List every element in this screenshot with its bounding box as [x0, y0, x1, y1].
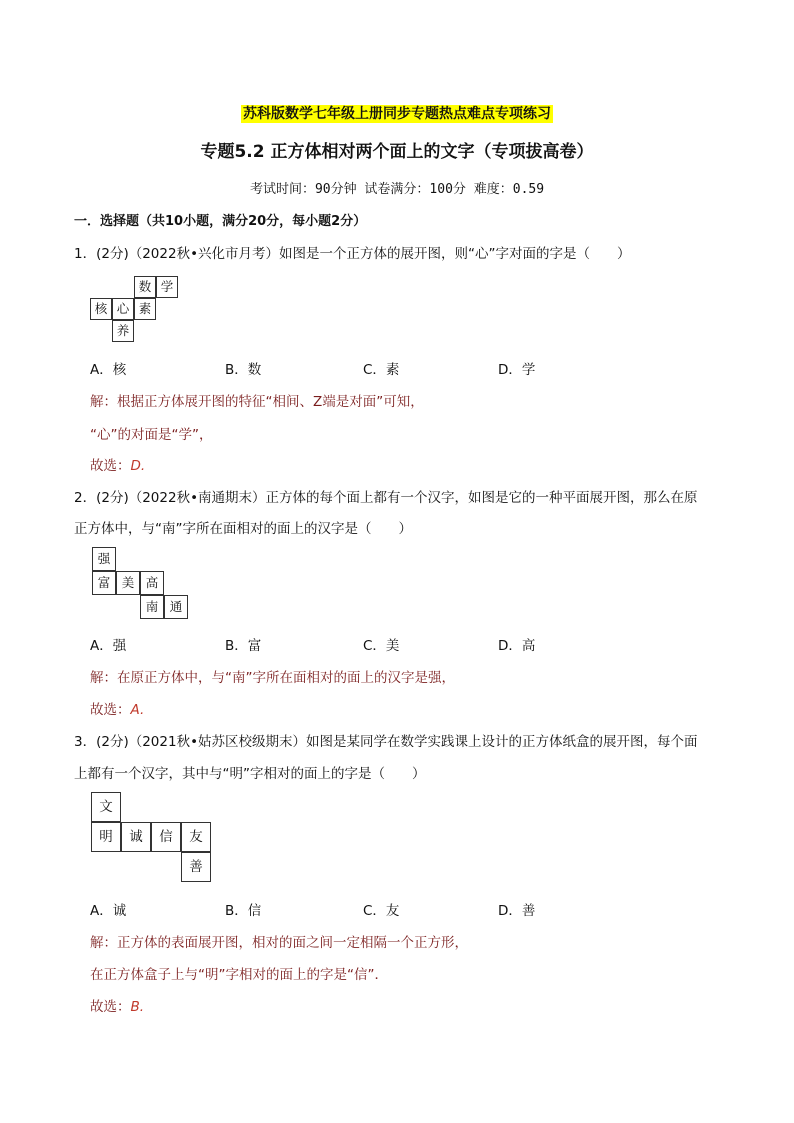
question-1-text: 1．(2分)（2022秋•兴化市月考）如图是一个正方体的展开图，则“心”字对面的字是（ ） — [74, 246, 631, 262]
page-title: 专题5.2 正方体相对两个面上的文字（专项拔高卷） — [200, 142, 594, 162]
option-d: D．学 — [498, 362, 536, 378]
option-b: B．信 — [225, 903, 262, 919]
series-banner: 苏科版数学七年级上册同步专题热点难点专项练习 — [243, 106, 551, 122]
net-cell: 养 — [112, 320, 134, 342]
answer-2: 故选：A. — [90, 702, 145, 718]
net-cell: 富 — [92, 571, 116, 595]
net-cell: 素 — [134, 298, 156, 320]
net-cell: 高 — [140, 571, 164, 595]
solution-2-line-1: 解：在原正方体中，与“南”字所在面相对的面上的汉字是强， — [90, 670, 455, 686]
option-d: D．善 — [498, 903, 536, 919]
net-cell: 文 — [91, 792, 121, 822]
net-cell: 友 — [181, 822, 211, 852]
option-c: C．素 — [363, 362, 400, 378]
net-cell: 数 — [134, 276, 156, 298]
net-cell: 善 — [181, 852, 211, 882]
net-cell: 南 — [140, 595, 164, 619]
net-cell: 明 — [91, 822, 121, 852]
net-cell: 诚 — [121, 822, 151, 852]
net-cell: 通 — [164, 595, 188, 619]
net-cell: 核 — [90, 298, 112, 320]
question-2-text-2: 正方体中，与“南”字所在面相对的面上的汉字是（ ） — [74, 521, 412, 537]
question-2-text-1: 2．(2分)（2022秋•南通期末）正方体的每个面上都有一个汉字，如图是它的一种平面展开图，那么在原 — [74, 490, 698, 506]
solution-3-line-2: 在正方体盒子上与“明”字相对的面上的字是“信”． — [90, 967, 388, 983]
net-cell: 美 — [116, 571, 140, 595]
solution-1-line-2: “心”的对面是“学”， — [90, 427, 213, 443]
question-3-text-1: 3．(2分)（2021秋•姑苏区校级期末）如图是某同学在数学实践课上设计的正方体纸盒的展开图，每个面 — [74, 734, 698, 750]
solution-1-line-1: 解：根据正方体展开图的特征“相间、Z端是对面”可知， — [90, 394, 424, 410]
answer-1: 故选：D. — [90, 458, 146, 474]
net-cell: 心 — [112, 298, 134, 320]
answer-3: 故选：B. — [90, 999, 145, 1015]
net-cell: 强 — [92, 547, 116, 571]
option-a: A．强 — [90, 638, 127, 654]
option-a: A．诚 — [90, 903, 127, 919]
net-cell: 信 — [151, 822, 181, 852]
option-b: B．数 — [225, 362, 262, 378]
option-c: C．友 — [363, 903, 400, 919]
exam-meta: 考试时间：90分钟 试卷满分：100分 难度：0.59 — [249, 182, 545, 197]
option-b: B．富 — [225, 638, 262, 654]
section-heading: 一．选择题（共10小题，满分20分，每小题2分） — [74, 214, 367, 229]
option-a: A．核 — [90, 362, 127, 378]
question-3-text-2: 上都有一个汉字，其中与“明”字相对的面上的字是（ ） — [74, 766, 426, 782]
option-d: D．高 — [498, 638, 536, 654]
net-cell: 学 — [156, 276, 178, 298]
solution-3-line-1: 解：正方体的表面展开图，相对的面之间一定相隔一个正方形， — [90, 935, 468, 951]
option-c: C．美 — [363, 638, 400, 654]
